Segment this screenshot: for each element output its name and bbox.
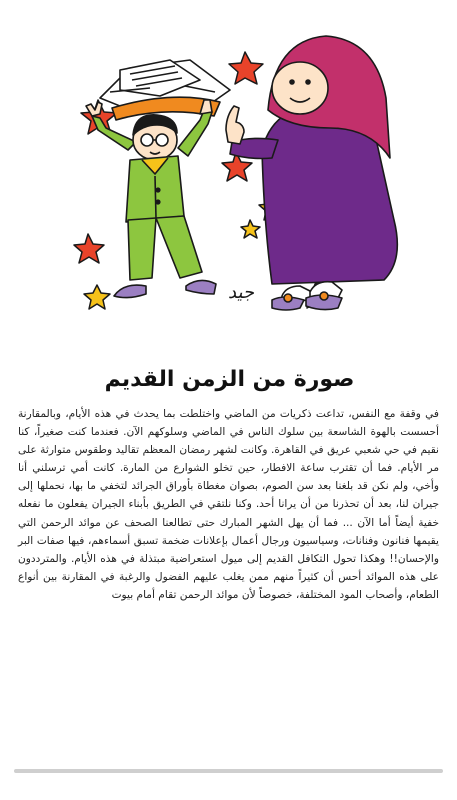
horizontal-scrollbar[interactable] xyxy=(14,769,443,773)
boy-figure xyxy=(86,100,216,298)
star-icon xyxy=(74,234,104,263)
ramadan-illustration xyxy=(0,0,457,335)
article-title: صورة من الزمن القديم xyxy=(104,366,355,392)
star-icon xyxy=(229,52,263,84)
star-icon xyxy=(241,220,260,238)
artist-signature: جيد xyxy=(228,282,255,303)
illustration-svg xyxy=(0,0,457,335)
article-body xyxy=(18,405,439,604)
star-icon xyxy=(84,285,110,309)
article-paragraph: في وقفة مع النفس، تداعت ذكريات من الماضي واختلطت بما يحدث في هذه الأيام، وبالمقارنة أحسست بالهوة الشاسعة بين سلوك الناس في الماضي وسلوكهم الآن. فعندما كنت صغيراً، كنا نقيم في حي شعبي عريق في القاهرة. وكانت لشهر رمضان المعظم تقاليد وطقوس متوارثة على مر الأيام. فما أن تقترب ساعة الافطار، حين تخلو الشوارع من المارة. كانت أمي ترسلني أنا وأخي، ولم نكن قد بلغنا بعد سن الصوم، بصوان مغطاة بأوراق الجرائد لتخفي ما بها، نحملها إلى جيران لنا، بعد أن تحذرنا من أن يرانا أحد. وكنا نلتقي في الطريق بأبناء الجيران يفعلون ما نفعله خفية أيضاً أما الآن ... فما أن يهل الشهر المبارك حتى تطالعنا الصحف عن موائد الرحمن التي يقيمها فنانون وفنانات، وسياسيون ورجال أعمال بإعلانات ضخمة تسبق أسماءهم، فيها صفات البر والإحسان!! وهكذا تحول التكافل القديم إلى ميول استعراضية مبتذلة في هذه الأيام. والمترددون على هذه الموائد أحس أن كثيراً منهم ممن يغلب عليهم الفضول والرغبة في المقارنة بين أنواع الطعام، وأصحاب المود المختلفة، خصوصاً لأن موائد الرحمن تقام أمام بيوت xyxy=(18,408,439,601)
